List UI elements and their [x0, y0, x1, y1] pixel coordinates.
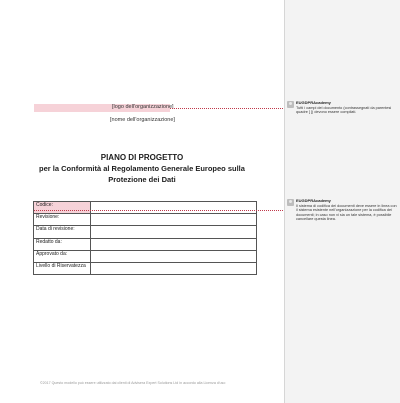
organization-name-placeholder[interactable]: [nome dell'organizzazione]: [110, 117, 175, 123]
comment-text: Tutti i campi del documento (contrassegnati da parentesi quadre [ ]) devono essere compilati.: [296, 105, 392, 115]
table-cell-label[interactable]: Codice:: [34, 202, 91, 214]
table-cell-value[interactable]: [91, 214, 257, 226]
comment-text: Il sistema di codifica dei documenti deve essere in linea con il sistema esistente nell'organizzazione per la codifica dei documenti; in caso non vi sia un tale sistema, è possibile cancellare questa linea.: [296, 203, 397, 222]
table-row: [34, 214, 257, 226]
comment-balloon[interactable]: [287, 101, 397, 115]
title-line-1: PIANO DI PROGETTO: [100, 153, 184, 162]
table-row: [34, 238, 257, 250]
table-cell-label[interactable]: Approvato da:: [34, 250, 91, 262]
table-cell-value[interactable]: [91, 202, 257, 214]
title-line-3: Protezione dei Dati: [108, 175, 176, 184]
table-row: [34, 226, 257, 238]
page-footer: ©2017 Questo modello può essere utilizzato dai clienti di Advisera Expert Solutions Ltd in accordo alla Licenza d'uso: [40, 381, 226, 385]
logo-placeholder[interactable]: [logo dell'organizzazione]: [112, 104, 174, 110]
table-cell-label[interactable]: Redatto da:: [34, 238, 91, 250]
table-cell-value[interactable]: [91, 226, 257, 238]
comment-author: EUGDPRAcademy: [296, 198, 331, 203]
document-title: [34, 152, 250, 185]
table-cell-label[interactable]: Data di revisione:: [34, 226, 91, 238]
table-row: [34, 262, 257, 274]
comment-author: EUGDPRAcademy: [296, 100, 331, 105]
table-row: [34, 250, 257, 262]
table-cell-value[interactable]: [91, 250, 257, 262]
comment-connector-1: [170, 108, 287, 109]
comment-connector-2: [34, 210, 287, 211]
document-control-table: [33, 201, 257, 275]
user-avatar-icon: [287, 101, 294, 108]
table-row: [34, 202, 257, 214]
user-avatar-icon: [287, 199, 294, 206]
table-cell-value[interactable]: [91, 262, 257, 274]
comment-balloon[interactable]: [287, 199, 397, 222]
table-cell-value[interactable]: [91, 238, 257, 250]
table-cell-label[interactable]: Revisione:: [34, 214, 91, 226]
title-line-2: per la Conformità al Regolamento Generale Europeo sulla: [39, 164, 245, 173]
table-cell-label[interactable]: Livello di Riservatezza: [34, 262, 91, 274]
